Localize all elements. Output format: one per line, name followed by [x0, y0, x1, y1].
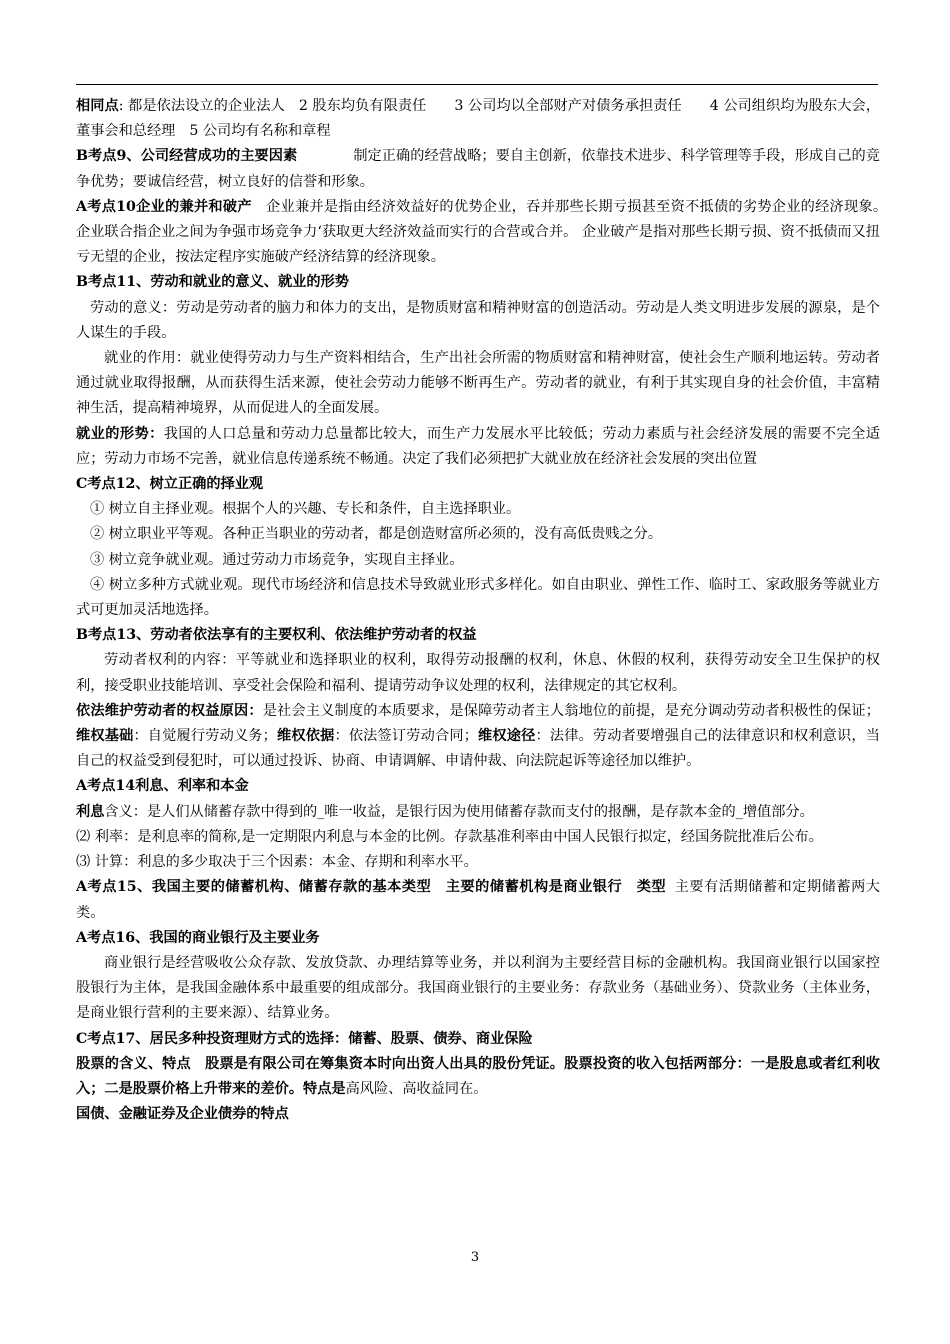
body-point-9: 制定正确的经营战略；要自主创新，依靠技术进步、科学管理等手段，形成自己的竞争优势；要诚信经营，树立良好的信誉和形象。 [76, 148, 880, 190]
paragraph-interest-rate: ⑵ 利率：是利息率的简称,是一定期限内利息与本金的比例。存款基准利率由中国人民银行拟定，经国务院批准后公布。 [76, 828, 823, 845]
text-similarities-5: 5 公司均有名称和章程 [189, 123, 331, 140]
heading-point-12: C考点12、树立正确的择业观 [76, 476, 264, 493]
text-similarities-4: 4 公司组织均为股东大会，董事会和总经理 [76, 98, 880, 140]
paragraph-rights-protection [76, 699, 880, 775]
heading-point-17: C考点17、居民多种投资理财方式的选择：储蓄、股票、债券、商业保险 [76, 1030, 533, 1047]
paragraph-point-15 [76, 875, 880, 925]
paragraph-interest-calc: ⑶ 计算：利息的多少取决于三个因素：本金、存期和利率水平。 [76, 854, 478, 871]
label-similarities: 相同点 [76, 98, 119, 114]
body-employment-situation: 我国的人口总量和劳动力总量都比较大，而生产力发展水平比较低；劳动力素质与社会经济发展的需要不完全适应；劳动力市场不完善，就业信息传递系统不畅通。决定了我们必须把扩大就业放在经济社会发展的突出位置 [76, 425, 880, 467]
paragraph-employment-situation [76, 422, 880, 472]
paragraph-interest [76, 800, 880, 825]
heading-point-15-institution: 主要的储蓄机构是商业银行 [445, 879, 623, 896]
paragraph-commercial-banks: 商业银行是经营吸收公众存款、发放贷款、办理结算等业务，并以利润为主要经营目标的金融机构。我国商业银行以国家控股银行为主体，是我国金融体系中最重要的组成部分。我国商业银行的主要业务：存款业务（基础业务）、贷款业务（主体业务，是商业银行营利的主要来源）、结算业务。 [76, 954, 880, 1022]
list-item-career-1: ① 树立自主择业观。根据个人的兴趣、专长和条件，自主选择职业。 [90, 501, 521, 518]
paragraph-employment-role: 就业的作用：就业使得劳动力与生产资料相结合，生产出社会所需的物质财富和精神财富，使社会生产顺利地运转。劳动者通过就业取得报酬，从而获得生活来源，使社会劳动力能够不断再生产。劳动者的就业，有利于其实现自身的社会价值，丰富精神生活，提高精神境界，从而促进人的全面发展。 [76, 350, 880, 417]
body-point-15: 主要有活期储蓄和定期储蓄两大类。 [76, 879, 880, 921]
heading-bonds: 国债、金融证券及企业债券的特点 [76, 1106, 289, 1123]
paragraph-stocks [76, 1052, 880, 1102]
label-protection-basis: 维权基础 [76, 728, 134, 745]
heading-point-15-types: 类型 [636, 879, 667, 896]
list-item-career-2: ② 树立职业平等观。各种正当职业的劳动者，都是创造财富所必须的，没有高低贵贱之分。 [90, 526, 663, 543]
list-item-career-4: ④ 树立多种方式就业观。现代市场经济和信息技术导致就业形式多样化。如自由职业、弹性工作、临时工、家政服务等就业方式可更加灵活地选择。 [76, 576, 880, 619]
label-protection-reason: 依法维护劳动者的权益原因： [76, 702, 263, 719]
label-protection-grounds: 维权依据 [276, 728, 335, 745]
heading-point-9: B考点9、公司经营成功的主要因素 [76, 148, 298, 165]
paragraph-similarities [76, 94, 880, 144]
body-point-10: 企业兼并是指由经济效益好的优势企业，吞并那些长期亏损甚至资不抵债的劣势企业的经济现象。 企业联合指企业之间为争强市场竞争力‘获取更大经济效益而实行的合营或合并。 企业破产是指对那些长期亏损、资不抵债而又扭亏无望的企业，按法定程序实施破产经济结算的经济现象。 [76, 198, 895, 266]
label-stocks: 股票的含义、特点 [76, 1055, 191, 1072]
body-stocks-tail: 高风险、高收益同在。 [345, 1080, 488, 1097]
paragraph-point-9 [76, 144, 880, 194]
heading-point-16: A考点16、我国的商业银行及主要业务 [76, 929, 320, 946]
text-protection-basis: ：自觉履行劳动义务； [133, 728, 277, 745]
header-rule [76, 84, 878, 85]
body-stocks: 股票是有限公司在筹集资本时向出资人出具的股份凭证。股票投资的收入包括两部分：一是股息或者红利收入；二是股票价格上升带来的差价。特点是 [76, 1055, 880, 1097]
heading-point-10: A考点10企业的兼并和破产 [76, 198, 252, 215]
paragraph-worker-rights: 劳动者权利的内容：平等就业和选择职业的权利，取得劳动报酬的权利，休息、休假的权利，获得劳动安全卫生保护的权利，接受职业技能培训、享受社会保险和福利、提请劳动争议处理的权利，法律规定的其它权利。 [76, 652, 880, 694]
label-employment-situation: 就业的形势： [76, 425, 164, 442]
text-protection-grounds: ：依法签订劳动合同； [334, 728, 478, 745]
heading-point-11: B考点11、劳动和就业的意义、就业的形势 [76, 274, 349, 291]
label-interest: 利息 [76, 803, 105, 820]
paragraph-point-10 [76, 195, 895, 271]
text-similarities-2: 2 股东均负有限责任 [298, 98, 427, 114]
body-interest: 含义：是人们从储蓄存款中得到的_唯一收益，是银行因为使用储蓄存款而支付的报酬，是存款本金的_增值部分。 [104, 803, 814, 820]
heading-point-14: A考点14利息、利率和本金 [76, 778, 249, 795]
text-similarities-3: 3 公司均以全部财产对债务承担责任 [454, 98, 682, 114]
heading-point-13: B考点13、劳动者依法享有的主要权利、依法维护劳动者的权益 [76, 627, 477, 644]
label-protection-means: 维权途径 [477, 728, 536, 745]
page-content [76, 94, 895, 1127]
heading-point-15: A考点15、我国主要的储蓄机构、储蓄存款的基本类型 [76, 879, 432, 896]
page-number: 3 [470, 1250, 480, 1265]
text-protection-reason: 是社会主义制度的本质要求，是保障劳动者主人翁地位的前提，是充分调动劳动者积极性的保证； [262, 702, 880, 719]
list-item-career-3: ③ 树立竞争就业观。通过劳动力市场竞争，实现自主择业。 [90, 551, 464, 568]
paragraph-labor-meaning: 劳动的意义：劳动是劳动者的脑力和体力的支出，是物质财富和精神财富的创造活动。劳动是人类文明进步发展的源泉，是个人谋生的手段。 [76, 299, 880, 341]
text-similarities-1: : 都是依法设立的企业法人 [118, 98, 285, 114]
text-protection-means: ：法律。劳动者要增强自己的法律意识和权利意识，当自己的权益受到侵犯时，可以通过投诉、协商、申请调解、申请仲裁、向法院起诉等途径加以维护。 [76, 728, 880, 770]
